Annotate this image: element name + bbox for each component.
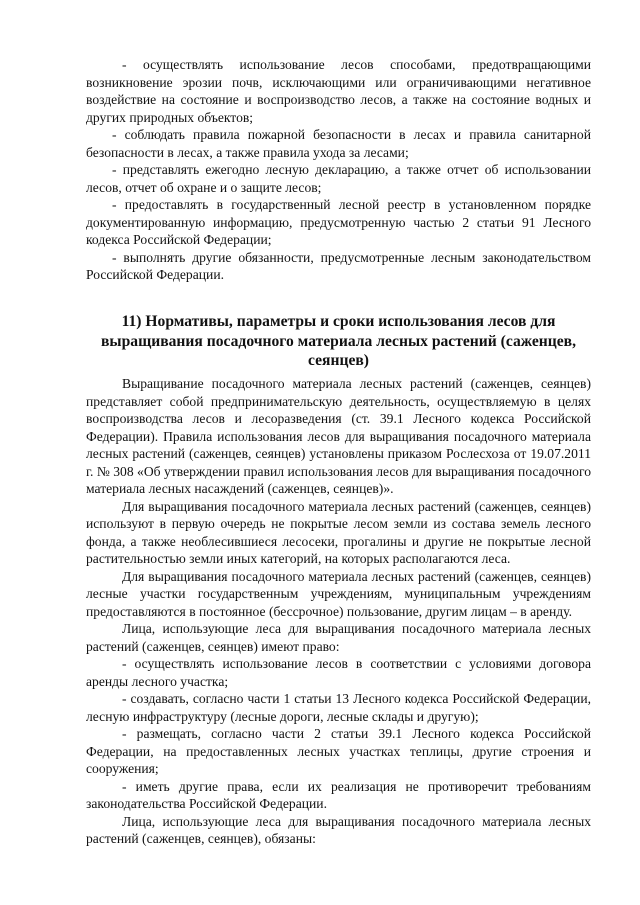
- paragraph: Лица, использующие леса для выращивания посадочного материала лесных растений (саженцев, сеянцев), обязаны:: [86, 813, 591, 846]
- list-item: - осуществлять использование лесов в соответствии с условиями договора аренды лесного участка;: [86, 656, 591, 689]
- list-item: - соблюдать правила пожарной безопасности в лесах и правила санитарной безопасности в лесах, а также правила ухода за лесами;: [86, 127, 591, 160]
- list-item: - представлять ежегодно лесную декларацию, а также отчет об использовании лесов, отчет об охране и о защите лесов;: [86, 162, 591, 195]
- list-item: - предоставлять в государственный лесной реестр в установленном порядке документированную информацию, предусмотренную частью 2 статьи 91 Лесного кодекса Российской Федерации;: [86, 197, 591, 247]
- paragraph: Для выращивания посадочного материала лесных растений (саженцев, сеянцев) лесные участки государственным учреждениям, муниципальным учреждениям предоставляются в постоянное (бессрочное) пользование, другим лицам – в аренду.: [86, 568, 591, 619]
- paragraph: Выращивание посадочного материала лесных растений (саженцев, сеянцев) представляет собой предпринимательскую деятельность, осуществляемую в целях воспроизводства лесов и лесоразведения (ст. 39.1 Лесного кодекса Российской Федерации). Правила использования лесов для выращивания посадочного материала лесных растений (саженцев, сеянцев) установлены приказом Рослесхоза от 19.07.2011 г. № 308 «Об утверждении правил использования лесов для выращивания посадочного материала лесных насаждений (саженцев, сеянцев)».: [86, 376, 591, 496]
- section-heading: 11) Нормативы, параметры и сроки использования лесов для выращивания посадочного материала лесных растений (саженцев, сеянцев): [101, 313, 576, 369]
- section-heading-block: [86, 312, 591, 371]
- list-item: - создавать, согласно части 1 статьи 13 Лесного кодекса Российской Федерации, лесную инфраструктуру (лесные дороги, лесные склады и другую);: [86, 691, 591, 724]
- section-body: [86, 375, 591, 848]
- list-item: - размещать, согласно части 2 статьи 39.1 Лесного кодекса Российской Федерации, на предоставленных лесных участках теплицы, другие строения и сооружения;: [86, 726, 591, 776]
- list-item: - осуществлять использование лесов способами, предотвращающими возникновение эрозии почв, исключающими или ограничивающими негативное воздействие на состояние и воспроизводство лесов, а также на состояние водных и других природных объектов;: [86, 57, 591, 125]
- list-item: - иметь другие права, если их реализация не противоречит требованиям законодательства Российской Федерации.: [86, 778, 591, 811]
- paragraph: Лица, использующие леса для выращивания посадочного материала лесных растений (саженцев, сеянцев) имеют право:: [86, 621, 591, 654]
- obligations-list: [86, 56, 591, 284]
- list-item: - выполнять другие обязанности, предусмотренные лесным законодательством Российской Федерации.: [86, 249, 591, 282]
- paragraph: Для выращивания посадочного материала лесных растений (саженцев, сеянцев) используют в первую очередь не покрытые лесом земли из состава земель лесного фонда, а также необлесившиеся лесосеки, прогалины и другие не покрытые лесной растительностью земли иных категорий, на которых располагаются леса.: [86, 498, 591, 566]
